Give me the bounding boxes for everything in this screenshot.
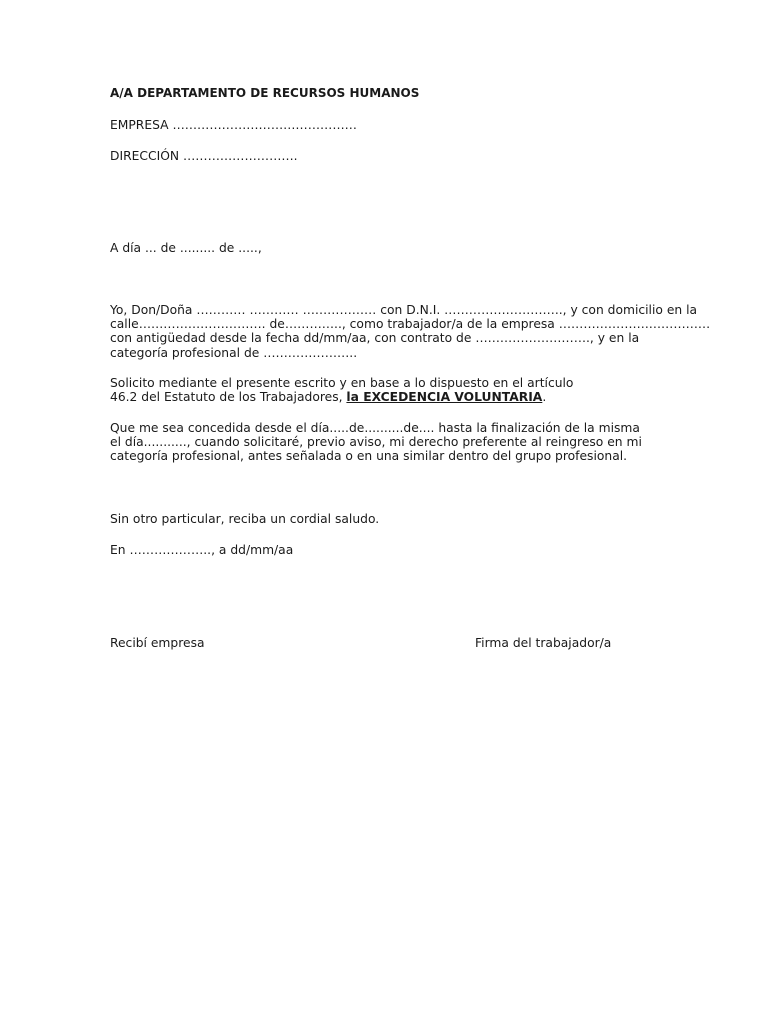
identity-line-3: con antigüedad desde la fecha dd/mm/aa, con contrato de ………………………., y en la xyxy=(110,331,640,346)
dates-line-1: Que me sea concedida desde el día.....de..........de.... hasta la finalización de la misma xyxy=(110,421,640,435)
date-line: A día ... de ......... de ....., xyxy=(110,241,262,255)
worker-signature-label: Firma del trabajador/a xyxy=(475,636,612,650)
excedencia-emphasis: la EXCEDENCIA VOLUNTARIA xyxy=(346,390,543,405)
place-date-line: En ……………….., a dd/mm/aa xyxy=(110,543,294,557)
company-receipt-label: Recibí empresa xyxy=(110,636,205,650)
request-line-2 xyxy=(110,390,660,404)
request-line-1: Solicito mediante el presente escrito y en base a lo dispuesto en el artículo xyxy=(110,376,574,390)
request-line-2-suffix: . xyxy=(542,390,547,405)
request-line-2-prefix: 46.2 del Estatuto de los Trabajadores, xyxy=(110,390,347,405)
direccion-field-line: DIRECCIÓN ………………………. xyxy=(110,149,298,163)
addressee-heading: A/A DEPARTAMENTO DE RECURSOS HUMANOS xyxy=(110,86,420,100)
closing-line: Sin otro particular, reciba un cordial saludo. xyxy=(110,512,380,526)
dates-line-3: categoría profesional, antes señalada o en una similar dentro del grupo profesional. xyxy=(110,449,628,464)
identity-line-2: calle…………………………. de………….., como trabajador/a de la empresa ………………….…………… xyxy=(110,317,711,332)
dates-line-2: el día..........., cuando solicitaré, previo aviso, mi derecho preferente al reingreso en mi xyxy=(110,435,642,450)
empresa-field-line: EMPRESA ……………………………………… xyxy=(110,118,357,132)
dates-paragraph xyxy=(110,421,660,464)
identity-paragraph xyxy=(110,303,711,360)
identity-line-1: Yo, Don/Doña ………… ………… ……………… con D.N.I. ……………………….., y con domicilio en la xyxy=(110,303,698,317)
identity-line-4: categoría profesional de ………………….. xyxy=(110,345,358,360)
request-paragraph xyxy=(110,376,660,404)
